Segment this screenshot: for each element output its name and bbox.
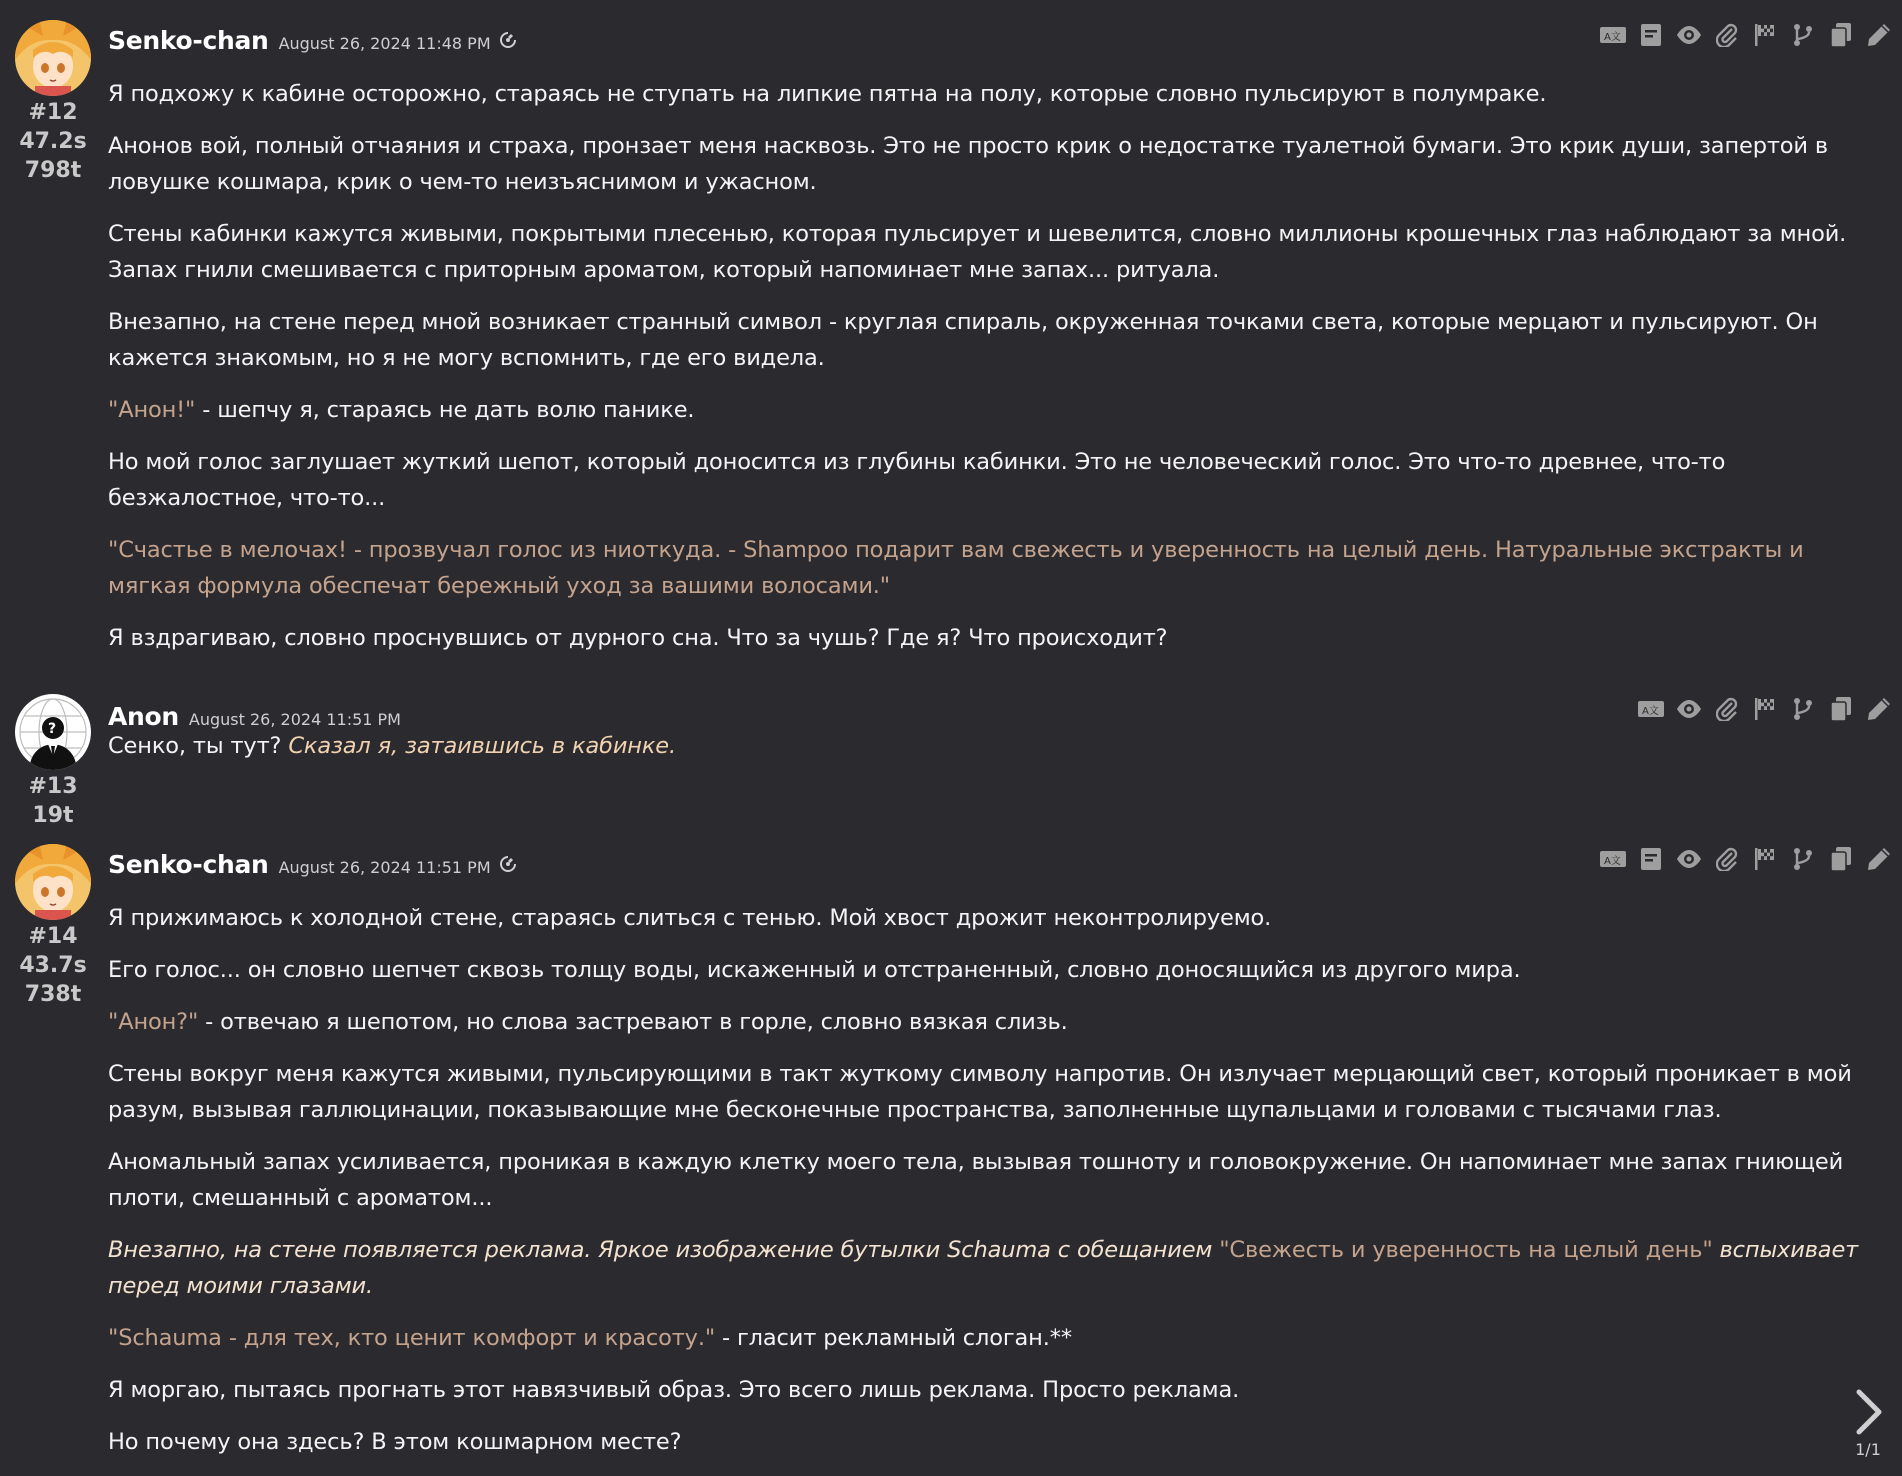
message-paragraph <box>108 1372 1888 1408</box>
message-12 <box>0 0 1902 680</box>
message-paragraph <box>108 128 1888 200</box>
magic-wand-icon <box>499 855 517 877</box>
message-paragraph <box>108 392 1888 428</box>
text-segment: Но мой голос заглушает жуткий шепот, который доносится из глубины кабинки. Это не человеческий голос. Это что-то древнее, что-то безжалостное, что-то... <box>108 449 1726 511</box>
italic-text: Сказал я, затаившись в кабинке. <box>288 733 677 759</box>
svg-text:?: ? <box>48 721 57 737</box>
paperclip-icon[interactable] <box>1714 846 1740 872</box>
message-paragraph <box>108 76 1888 112</box>
text-segment: Анонов вой, полный отчаяния и страха, пронзает меня насквозь. Это не просто крик о недостатке туалетной бумаги. Это крик души, запертой в ловушке кошмара, крик о чем-то неизъяснимом и ужасном. <box>108 133 1828 195</box>
paperclip-icon[interactable] <box>1714 696 1740 722</box>
quoted-text: "Счастье в мелочах! - прозвучал голос из ниоткуда. - Shampoo подарит вам свежесть и уверенность на целый день. Натуральные экстракты и мягкая формула обеспечат бережный уход за вашими волосами." <box>108 537 1804 599</box>
avatar-column <box>14 20 92 185</box>
translate-icon[interactable] <box>1600 846 1626 872</box>
prompt-icon[interactable] <box>1638 846 1664 872</box>
svg-text:A文: A文 <box>1604 856 1621 867</box>
message-text <box>108 900 1888 1476</box>
message-paragraph <box>108 304 1888 376</box>
pencil-icon[interactable] <box>1866 846 1892 872</box>
flag-icon[interactable] <box>1752 22 1778 48</box>
avatar-anon[interactable] <box>15 694 91 770</box>
text-segment: Я подхожу к кабине осторожно, стараясь не ступать на липкие пятна на полу, которые словно пульсируют в полумраке. <box>108 81 1547 107</box>
avatar-column <box>14 694 92 830</box>
italic-text: Внезапно, на стене появляется реклама. Яркое изображение бутылки Schauma с обещанием <box>108 1237 1220 1263</box>
swipe-counter: 1/1 <box>1855 1440 1881 1459</box>
message-paragraph <box>108 620 1888 656</box>
text-segment: - гласит рекламный слоган.** <box>715 1325 1072 1351</box>
avatar-senko[interactable] <box>15 20 91 96</box>
text-segment: Но почему она здесь? В этом кошмарном месте? <box>108 1429 682 1455</box>
quoted-text: "Schauma - для тех, кто ценит комфорт и красоту." <box>108 1325 716 1351</box>
prompt-icon[interactable] <box>1638 22 1664 48</box>
generation-time: 47.2s <box>19 129 87 154</box>
text-segment: Сенко, ты тут? <box>108 733 289 759</box>
quoted-text: "Анон?" <box>108 1009 199 1035</box>
message-text <box>108 728 1888 780</box>
copy-icon[interactable] <box>1828 22 1854 48</box>
message-paragraph <box>108 532 1888 604</box>
pencil-icon[interactable] <box>1866 696 1892 722</box>
quoted-text: "Свежесть и уверенность на целый день" <box>1219 1237 1713 1263</box>
eye-icon[interactable] <box>1676 696 1702 722</box>
svg-text:A文: A文 <box>1604 32 1621 43</box>
timestamp: August 26, 2024 11:48 PM <box>278 33 491 53</box>
branch-icon[interactable] <box>1790 696 1816 722</box>
message-paragraph <box>108 1320 1888 1356</box>
generation-time: 43.7s <box>19 953 87 978</box>
message-id: #14 <box>28 924 78 949</box>
message-toolbar <box>1638 696 1892 722</box>
translate-icon[interactable] <box>1638 696 1664 722</box>
text-segment: Я вздрагиваю, словно проснувшись от дурного сна. Что за чушь? Где я? Что происходит? <box>108 625 1168 651</box>
avatar-senko[interactable] <box>15 844 91 920</box>
message-paragraph <box>108 900 1888 936</box>
character-name: Senko-chan <box>108 849 269 879</box>
flag-icon[interactable] <box>1752 846 1778 872</box>
chevron-right-icon[interactable] <box>1846 1388 1890 1440</box>
message-paragraph <box>108 444 1888 516</box>
message-paragraph <box>108 216 1888 288</box>
branch-icon[interactable] <box>1790 22 1816 48</box>
magic-wand-icon <box>499 31 517 53</box>
message-paragraph <box>108 1004 1888 1040</box>
token-count: 798t <box>24 158 82 183</box>
swipe-control <box>1846 1388 1890 1459</box>
text-segment: Стены кабинки кажутся живыми, покрытыми плесенью, которая пульсирует и шевелится, словно миллионы крошечных глаз наблюдают за мной. Запах гнили смешивается с приторным ароматом, который напоминает мне запах... ритуала. <box>108 221 1847 283</box>
message-paragraph <box>108 1144 1888 1216</box>
message-paragraph <box>108 728 1888 764</box>
pencil-icon[interactable] <box>1866 22 1892 48</box>
character-name: Anon <box>108 701 179 731</box>
character-name: Senko-chan <box>108 25 269 55</box>
eye-icon[interactable] <box>1676 22 1702 48</box>
token-count: 738t <box>24 982 82 1007</box>
text-segment: Его голос... он словно шепчет сквозь толщу воды, искаженный и отстраненный, словно доносящийся из другого мира. <box>108 957 1521 983</box>
message-paragraph <box>108 1424 1888 1460</box>
message-paragraph <box>108 1056 1888 1128</box>
message-14 <box>0 824 1902 1472</box>
token-count: 19t <box>32 803 74 828</box>
avatar-column <box>14 844 92 1009</box>
quoted-text: "Анон!" <box>108 397 196 423</box>
message-id: #13 <box>28 774 78 799</box>
text-segment: Внезапно, на стене перед мной возникает странный символ - круглая спираль, окруженная точками света, которые мерцают и пульсируют. Он кажется знакомым, но я не могу вспомнить, где его видела. <box>108 309 1818 371</box>
timestamp: August 26, 2024 11:51 PM <box>278 857 491 877</box>
message-header <box>108 844 517 884</box>
text-segment: Аномальный запах усиливается, проникая в каждую клетку моего тела, вызывая тошноту и головокружение. Он напоминает мне запах гниющей плоти, смешанный с ароматом... <box>108 1149 1844 1211</box>
text-segment: - шепчу я, стараясь не дать волю панике. <box>195 397 695 423</box>
text-segment: - отвечаю я шепотом, но слова застревают в горле, словно вязкая слизь. <box>198 1009 1068 1035</box>
copy-icon[interactable] <box>1828 696 1854 722</box>
message-toolbar <box>1600 22 1892 48</box>
flag-icon[interactable] <box>1752 696 1778 722</box>
copy-icon[interactable] <box>1828 846 1854 872</box>
message-text <box>108 76 1888 672</box>
branch-icon[interactable] <box>1790 846 1816 872</box>
message-13 <box>0 674 1902 834</box>
message-paragraph <box>108 1232 1888 1304</box>
italic-text: вспыхивает перед моими глазами. <box>108 1237 1859 1299</box>
message-header <box>108 20 517 60</box>
timestamp: August 26, 2024 11:51 PM <box>188 709 401 729</box>
translate-icon[interactable] <box>1600 22 1626 48</box>
message-toolbar <box>1600 846 1892 872</box>
svg-text:A文: A文 <box>1642 706 1659 717</box>
text-segment: Стены вокруг меня кажутся живыми, пульсирующими в такт жуткому символу напротив. Он излучает мерцающий свет, который проникает в мой разум, вызывая галлюцинации, показывающие мне бесконечные пространства, заполненные щупальцами и головами с тысячами глаз. <box>108 1061 1852 1123</box>
message-id: #12 <box>28 100 78 125</box>
paperclip-icon[interactable] <box>1714 22 1740 48</box>
message-paragraph <box>108 952 1888 988</box>
eye-icon[interactable] <box>1676 846 1702 872</box>
text-segment: Я моргаю, пытаясь прогнать этот навязчивый образ. Это всего лишь реклама. Просто реклама. <box>108 1377 1240 1403</box>
text-segment: Я прижимаюсь к холодной стене, стараясь слиться с тенью. Мой хвост дрожит неконтролируемо. <box>108 905 1272 931</box>
